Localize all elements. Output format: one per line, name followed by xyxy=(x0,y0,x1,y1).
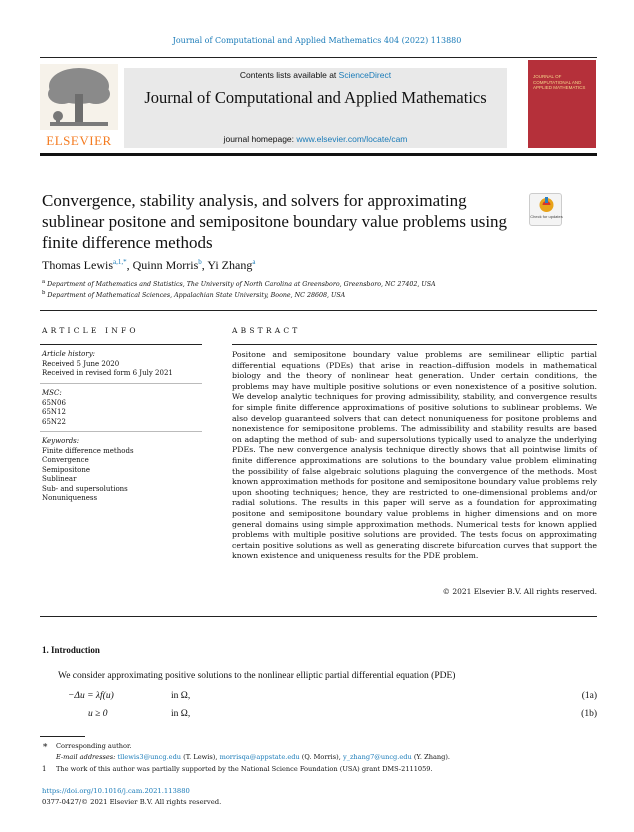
email-link[interactable]: tllewis3@uncg.edu xyxy=(117,753,182,761)
email-link[interactable]: morrisqa@appstate.edu xyxy=(219,753,300,761)
check-for-updates-icon xyxy=(530,194,563,227)
article-history xyxy=(42,350,207,379)
equation-number[interactable]: (1a) xyxy=(581,691,597,701)
keywords-label: Keywords: xyxy=(42,437,80,445)
abstract-heading: ABSTRACT xyxy=(232,326,301,335)
homepage-line xyxy=(124,134,507,144)
header-thick-rule xyxy=(40,153,597,156)
footnote-rule xyxy=(40,736,85,737)
abstract-text: Positone and semipositone boundary value problems are semilinear elliptic partial differential equations (PDEs) that arise in reaction–diffusion models in mathematical biology and the theory of nonlinear heat generation. Under certain conditions, the problems may have multiple positive solutions or even nonexistence of a positive solution. We develop analytic techniques for proving admissibility, stability, and convergence results for simple finite difference approximations of positive solutions to sublinear problems. We also develop guaranteed solvers that can detect nonuniqueness for positone problems and nonexistence for semipositone problems. The admissibility and stability results are based on adapting the method of sub- and supersolutions typically used to analyze the underlying PDEs. The new convergence analysis technique directly shows that all pointwise limits of finite difference approximations are solutions to the boundary value problem eliminating the possibility of false algebraic solutions plaguing the convergence of the methods. Most known approximation methods for positone and semipositone boundary value problems rely upon shooting techniques; hence, they are restricted to one-dimensional problems and/or radial solutions. The results in this paper will serve as a foundation for approximating positone and semipositone boundary value problems in higher dimensions and on more general domains using simple approximation methods. Numerical tests for known applied problems with multiple positive solutions are provided. The tests focus on approximating certain positive solutions as well as generating discrete bifurcation curves that support the known existence and uniqueness results for the PDE problem. xyxy=(232,350,597,561)
homepage-link[interactable]: www.elsevier.com/locate/cam xyxy=(296,134,408,144)
section-rule xyxy=(40,310,597,311)
history-label: Article history: xyxy=(42,350,96,358)
keyword: Semipositone xyxy=(42,465,91,474)
keywords xyxy=(42,437,207,504)
equation-number[interactable]: (1b) xyxy=(581,709,597,719)
author-name[interactable]: Thomas Lewis xyxy=(42,258,113,272)
keyword: Nonuniqueness xyxy=(42,494,98,502)
issn-line: 0377-0427/© 2021 Elsevier B.V. All rights reserved. xyxy=(42,798,222,806)
journal-reference[interactable]: Journal of Computational and Applied Mathematics 404 (2022) 113880 xyxy=(172,36,462,45)
author-marks[interactable]: a,1,* xyxy=(113,258,127,266)
equation-domain: in Ω, xyxy=(171,691,191,701)
received-date: Received 5 June 2020 xyxy=(42,359,120,368)
footnote-1: 1 The work of this author was partially supported by the National Science Foundation (USA) grant DMS-2111059. xyxy=(42,765,433,773)
email-link[interactable]: y_zhang7@uncg.edu xyxy=(342,753,412,761)
contents-line xyxy=(124,70,507,80)
article-info-rule xyxy=(40,344,202,345)
check-badge-label: Check for updates xyxy=(530,214,563,219)
author-name[interactable]: Yi Zhang xyxy=(207,258,253,272)
equation-lhs: u ≥ 0 xyxy=(88,709,108,719)
author-name[interactable]: Quinn Morris xyxy=(132,258,199,272)
abstract-rule xyxy=(232,344,597,345)
introduction-text: We consider approximating positive solutions to the nonlinear elliptic partial differential equation (PDE) xyxy=(58,671,456,681)
author-marks[interactable]: b xyxy=(198,258,202,266)
sciencedirect-link[interactable]: ScienceDirect xyxy=(338,70,392,80)
doi-link[interactable]: https://doi.org/10.1016/j.cam.2021.113880 xyxy=(42,787,190,795)
asterisk-icon: ∗ xyxy=(42,741,49,751)
article-info-divider xyxy=(40,383,202,384)
msc-code: 65N22 xyxy=(42,417,66,426)
publisher-name: ELSEVIER xyxy=(46,133,112,148)
equation-domain: in Ω, xyxy=(171,709,191,719)
revised-date: Received in revised form 6 July 2021 xyxy=(42,369,173,377)
email-label: E-mail addresses: xyxy=(56,753,116,761)
section-rule xyxy=(40,616,597,617)
author-marks[interactable]: a xyxy=(252,258,256,266)
msc-codes xyxy=(42,389,207,427)
keyword: Sub- and supersolutions xyxy=(42,484,128,493)
keyword: Convergence xyxy=(42,456,89,464)
check-for-updates-button[interactable] xyxy=(529,193,562,226)
abstract-copyright: © 2021 Elsevier B.V. All rights reserved. xyxy=(442,587,597,596)
affiliation-b: $^b$ Department of Mathematical Sciences, Appalachian State University, Boone, NC 28608, USA xyxy=(42,290,346,300)
keyword: Finite difference methods xyxy=(42,446,134,455)
author-list: Thomas Lewis$^{a,1,*}$, Quinn Morris$^b$, Yi Zhang$^a$ xyxy=(42,258,256,272)
homepage-prefix: journal homepage: xyxy=(223,134,297,144)
msc-code: 65N06 xyxy=(42,398,66,407)
affiliation-a: $^a$ Department of Mathematics and Statistics, The University of North Carolina at Greensboro, Greensboro, NC 27402, USA xyxy=(42,279,436,289)
contents-prefix: Contents lists available at xyxy=(239,70,339,80)
article-info-divider xyxy=(40,431,202,432)
msc-label: MSC: xyxy=(42,389,62,397)
header-rule xyxy=(40,57,597,58)
cover-title: JOURNAL OF COMPUTATIONAL AND APPLIED MATHEMATICS xyxy=(533,74,586,90)
paper-title: Convergence, stability analysis, and solvers for approximating sublinear positone and semipositone boundary value problems using finite difference methods xyxy=(42,191,508,252)
footnote-emails: E-mail addresses: tllewis3@uncg.edu (T. Lewis), morrisqa@appstate.edu (Q. Morris), y_zhang7@uncg.edu (Y. Zhang). xyxy=(42,753,450,761)
journal-title: Journal of Computational and Applied Mathematics xyxy=(144,88,487,107)
keyword: Sublinear xyxy=(42,475,77,483)
introduction-heading: 1. Introduction xyxy=(42,645,100,655)
footnote-corresponding: ∗ Corresponding author. xyxy=(42,741,132,751)
msc-code: 65N12 xyxy=(42,408,66,416)
article-info-heading: ARTICLE INFO xyxy=(42,326,139,335)
equation-lhs: −Δu = λf(u) xyxy=(68,691,114,701)
